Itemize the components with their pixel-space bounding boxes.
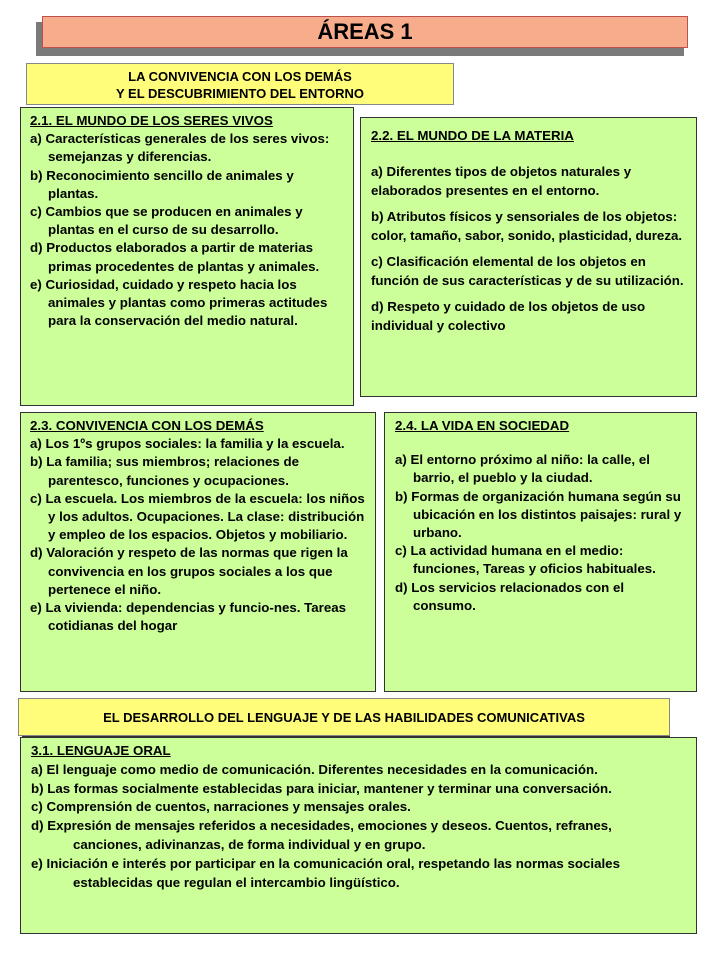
list-item: b) Formas de organización humana según su ubicación en los distintos paisajes: rural y urbano. [395,488,682,541]
box-2-2 [360,117,697,397]
list-item: b) Reconocimiento sencillo de animales y plantas. [30,167,294,201]
list-item: d) Productos elaborados a partir de materias primas procedentes de plantas y animales. [30,240,320,274]
list-item: d) Respeto y cuidado de los objetos de uso individual y colectivo [371,298,646,333]
list-item: d) Expresión de mensajes referidos a necesidades, emociones y deseos. Cuentos, refranes, canciones, adivinanzas, de forma individual y en grupo. [31,818,612,852]
list-item: b) Atributos físicos y sensoriales de los objetos: color, tamaño, sabor, sonido, plasticidad, dureza. [371,208,683,243]
list-item: c) Clasificación elemental de los objetos en función de sus características y de su utilización. [371,253,684,288]
page-title: ÁREAS 1 [42,16,688,48]
box-2-2-title: 2.2. EL MUNDO DE LA MATERIA [371,128,574,143]
area2-header-line2: Y EL DESCUBRIMIENTO DEL ENTORNO [115,86,364,101]
box-3-1-title: 3.1. LENGUAJE ORAL [31,743,171,758]
box-2-3 [20,412,376,692]
list-item: e) Curiosidad, cuidado y respeto hacia los animales y plantas como primeras actitudes para la conservación del medio natural. [30,276,328,329]
area3-header: EL DESARROLLO DEL LENGUAJE Y DE LAS HABILIDADES COMUNICATIVAS [18,698,670,736]
list-item: b) La familia; sus miembros; relaciones de parentesco, funciones y ocupaciones. [30,454,299,488]
list-item: a) Los 1ºs grupos sociales: la familia y la escuela. [30,436,345,452]
box-2-1-title: 2.1. EL MUNDO DE LOS SERES VIVOS [30,113,273,128]
box-2-4 [384,412,697,692]
list-item: d) Los servicios relacionados con el consumo. [395,579,625,613]
box-2-1 [20,107,354,406]
list-item: a) Características generales de los seres vivos: semejanzas y diferencias. [30,131,330,165]
box-2-3-title: 2.3. CONVIVENCIA CON LOS DEMÁS [30,418,264,433]
list-item: a) El lenguaje como medio de comunicación. Diferentes necesidades en la comunicación. [31,761,598,777]
area2-header-line1: LA CONVIVENCIA CON LOS DEMÁS [128,69,352,84]
list-item: c) Cambios que se producen en animales y plantas en el curso de su desarrollo. [30,204,303,238]
area2-header [26,63,454,105]
box-2-4-title: 2.4. LA VIDA EN SOCIEDAD [395,418,570,433]
box-3-1 [20,737,697,934]
list-item: c) La actividad humana en el medio: funciones, Tareas y oficios habituales. [395,543,656,577]
list-item: a) El entorno próximo al niño: la calle, el barrio, el pueblo y la ciudad. [395,452,650,486]
list-item: e) La vivienda: dependencias y funcio-nes. Tareas cotidianas del hogar [30,600,347,634]
list-item: a) Diferentes tipos de objetos naturales y elaborados presentes en el entorno. [371,163,632,198]
list-item: c) La escuela. Los miembros de la escuela: los niños y los adultos. Ocupaciones. La clase: distribución y empleo de los espacios. Objetos y mobiliario. [30,490,365,543]
list-item: c) Comprensión de cuentos, narraciones y mensajes orales. [31,799,411,815]
list-item: d) Valoración y respeto de las normas que rigen la convivencia en los grupos sociales a los que pertenece el niño. [30,545,348,597]
list-item: e) Iniciación e interés por participar en la comunicación oral, respetando las normas sociales establecidas que regulan el intercambio lingüístico. [31,855,620,890]
list-item: b) Las formas socialmente establecidas para iniciar, mantener y terminar una conversación. [31,780,612,796]
